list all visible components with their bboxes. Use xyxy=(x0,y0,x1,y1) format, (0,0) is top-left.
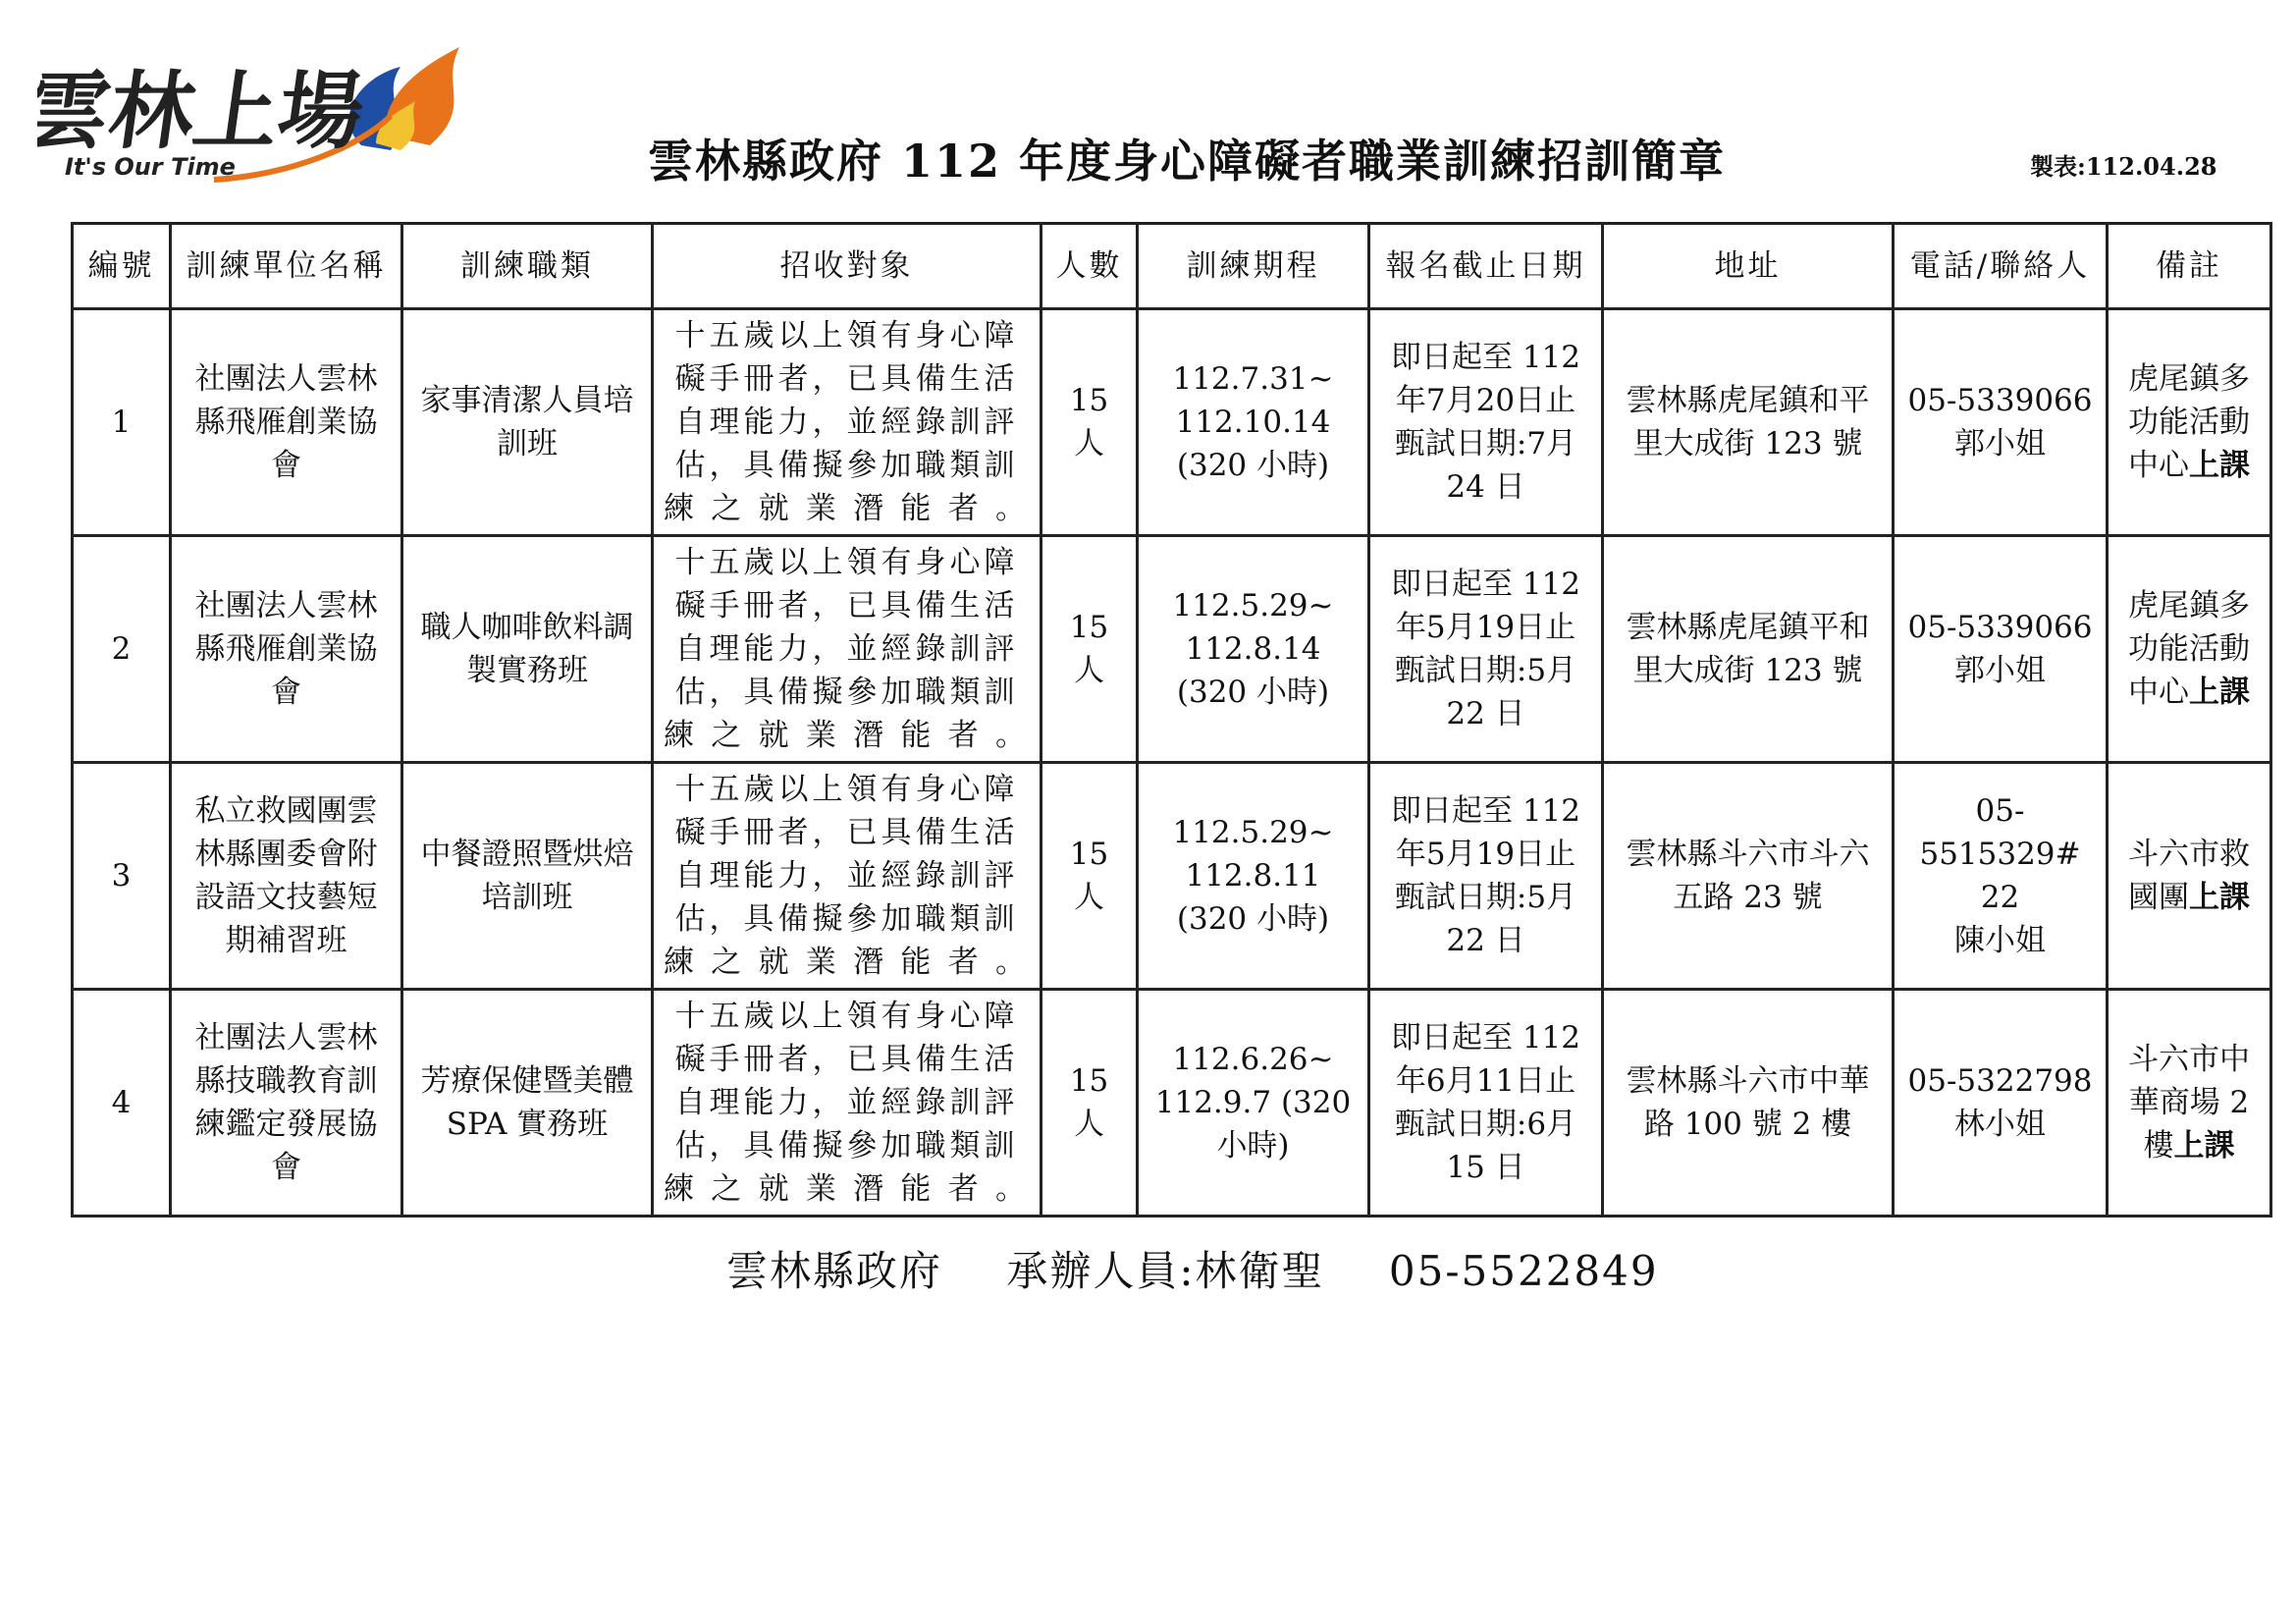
phone: 05-5322798 xyxy=(1907,1063,2093,1099)
remark-bold: 上課 xyxy=(2173,1128,2235,1164)
made-date: 製表:112.04.28 xyxy=(2030,152,2217,181)
address: 雲林縣斗六市斗六五路 23 號 xyxy=(1603,763,1894,990)
address: 雲林縣虎尾鎮平和里大成街 123 號 xyxy=(1603,536,1894,763)
contact-person: 林小姐 xyxy=(1954,1107,2046,1142)
footer-phone: 05-5522849 xyxy=(1388,1247,1659,1295)
registration-deadline: 即日起至 112 年6月11日止 甄試日期:6月 15 日 xyxy=(1369,990,1603,1217)
training-period: 112.6.26~ 112.9.7 (320 小時) xyxy=(1138,990,1369,1217)
table-row xyxy=(73,990,2271,1217)
yunlin-logo xyxy=(37,27,479,194)
header-cell: 人數 xyxy=(1041,224,1138,309)
logo-tagline: It's Our Time xyxy=(65,153,236,181)
target-audience: 十五歲以上領有身心障礙手冊者，已具備生活自理能力，並經錄訓評估，具備擬參加職類訓練之就業潛能者。 xyxy=(653,309,1041,536)
contact-cell xyxy=(1894,536,2108,763)
contact-person: 陳小姐 xyxy=(1954,923,2046,958)
remark-text: 虎尾鎮多功能活動中心 xyxy=(2128,588,2250,710)
table-row xyxy=(73,536,2271,763)
course-name: 家事清潔人員培訓班 xyxy=(402,309,653,536)
course-name: 中餐證照暨烘焙培訓班 xyxy=(402,763,653,990)
registration-deadline: 即日起至 112 年5月19日止 甄試日期:5月 22 日 xyxy=(1369,536,1603,763)
header-cell: 招收對象 xyxy=(653,224,1041,309)
remark-bold: 上課 xyxy=(2189,675,2250,710)
row-number: 2 xyxy=(73,536,171,763)
remark-text: 斗六市救國團 xyxy=(2128,837,2250,915)
contact-cell xyxy=(1894,309,2108,536)
row-number: 4 xyxy=(73,990,171,1217)
table-row xyxy=(73,763,2271,990)
contact-person: 郭小姐 xyxy=(1954,653,2046,688)
row-number: 3 xyxy=(73,763,171,990)
footer-contact xyxy=(726,1239,1708,1298)
contact-cell xyxy=(1894,763,2108,990)
phone: 05-5339066 xyxy=(1907,610,2093,645)
remark-bold: 上課 xyxy=(2189,448,2250,483)
target-audience: 十五歲以上領有身心障礙手冊者，已具備生活自理能力，並經錄訓評估，具備擬參加職類訓練之就業潛能者。 xyxy=(653,763,1041,990)
training-period: 112.7.31~ 112.10.14 (320 小時) xyxy=(1138,309,1369,536)
training-period: 112.5.29~ 112.8.14 (320 小時) xyxy=(1138,536,1369,763)
contact-person: 郭小姐 xyxy=(1954,426,2046,461)
course-name: 芳療保健暨美體 SPA 實務班 xyxy=(402,990,653,1217)
headcount: 15 人 xyxy=(1041,990,1138,1217)
headcount: 15 人 xyxy=(1041,536,1138,763)
training-unit: 社團法人雲林縣飛雁創業協會 xyxy=(171,309,402,536)
training-period: 112.5.29~ 112.8.11 (320 小時) xyxy=(1138,763,1369,990)
contact-cell xyxy=(1894,990,2108,1217)
phone: 05-5339066 xyxy=(1907,383,2093,418)
phone: 05-5515329# 22 xyxy=(1919,793,2081,915)
training-unit: 社團法人雲林縣飛雁創業協會 xyxy=(171,536,402,763)
training-table xyxy=(71,222,2272,1218)
target-audience: 十五歲以上領有身心障礙手冊者，已具備生活自理能力，並經錄訓評估，具備擬參加職類訓練之就業潛能者。 xyxy=(653,536,1041,763)
training-unit: 私立救國團雲林縣團委會附設語文技藝短期補習班 xyxy=(171,763,402,990)
header-cell: 地址 xyxy=(1603,224,1894,309)
remark xyxy=(2108,309,2271,536)
logo-title: 雲林上場 xyxy=(37,63,370,161)
address: 雲林縣虎尾鎮和平里大成街 123 號 xyxy=(1603,309,1894,536)
header-cell: 報名截止日期 xyxy=(1369,224,1603,309)
remark-text: 虎尾鎮多功能活動中心 xyxy=(2128,361,2250,483)
registration-deadline: 即日起至 112 年7月20日止 甄試日期:7月 24 日 xyxy=(1369,309,1603,536)
header-cell: 備註 xyxy=(2108,224,2271,309)
training-unit: 社團法人雲林縣技職教育訓練鑑定發展協會 xyxy=(171,990,402,1217)
page-title: 雲林縣政府 112 年度身心障礙者職業訓練招訓簡章 xyxy=(648,135,1727,188)
remark xyxy=(2108,990,2271,1217)
header-cell: 訓練期程 xyxy=(1138,224,1369,309)
registration-deadline: 即日起至 112 年5月19日止 甄試日期:5月 22 日 xyxy=(1369,763,1603,990)
remark-text: 斗六市中華商場 2 樓 xyxy=(2128,1042,2250,1164)
table-row xyxy=(73,309,2271,536)
remark xyxy=(2108,763,2271,990)
footer-staff: 承辦人員:林衛聖 xyxy=(1006,1247,1325,1295)
header-cell: 訓練單位名稱 xyxy=(171,224,402,309)
footer-org: 雲林縣政府 xyxy=(726,1247,943,1295)
remark-bold: 上課 xyxy=(2189,880,2250,915)
address: 雲林縣斗六市中華路 100 號 2 樓 xyxy=(1603,990,1894,1217)
target-audience: 十五歲以上領有身心障礙手冊者，已具備生活自理能力，並經錄訓評估，具備擬參加職類訓練之就業潛能者。 xyxy=(653,990,1041,1217)
course-name: 職人咖啡飲料調製實務班 xyxy=(402,536,653,763)
header-cell: 電話/聯絡人 xyxy=(1894,224,2108,309)
headcount: 15 人 xyxy=(1041,763,1138,990)
row-number: 1 xyxy=(73,309,171,536)
remark xyxy=(2108,536,2271,763)
header-cell: 訓練職類 xyxy=(402,224,653,309)
headcount: 15 人 xyxy=(1041,309,1138,536)
table-header-row xyxy=(73,224,2271,309)
header-cell: 編號 xyxy=(73,224,171,309)
